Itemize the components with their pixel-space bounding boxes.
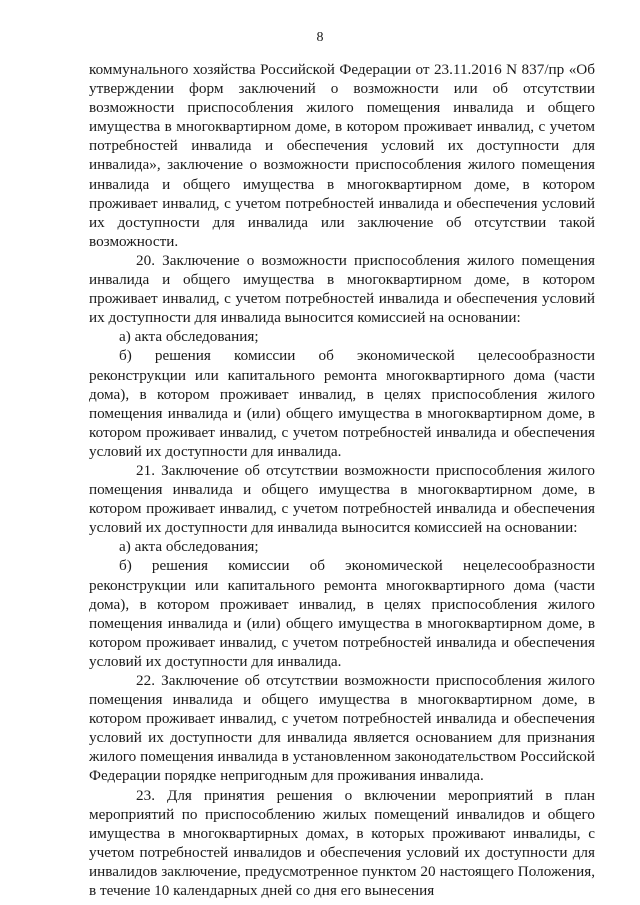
paragraph-20: 20. Заключение о возможности приспособления жилого помещения инвалида и общего имущества в многоквартирном доме, в котором проживает инвалид, с учетом потребностей инвалида и обеспечения условий их доступности для инвалида выносится комиссией на основании: <box>89 251 595 327</box>
paragraph-21: 21. Заключение об отсутствии возможности приспособления жилого помещения инвалида и общего имущества в многоквартирном доме, в котором проживает инвалид, с учетом потребностей инвалида и обеспечения условий их доступности для инвалида выносится комиссией на основании: <box>89 461 595 537</box>
subitem-21-a: а) акта обследования; <box>119 538 259 556</box>
subitem-20-b: б) решения комиссии об экономической целесообразности реконструкции или капитального ремонта многоквартирного дома (части дома), в котором проживает инвалид, в целях приспособления жилого помещения инвалида и (или) общего имущества в многоквартирном доме, в котором проживает инвалид, с учетом потребностей инвалида и обеспечения условий их доступности для инвалида. <box>89 347 595 460</box>
document-body <box>89 60 595 900</box>
paragraph-continuation: коммунального хозяйства Российской Федерации от 23.11.2016 N 837/пр «Об утверждении форм заключений о возможности или об отсутствии возможности приспособления жилого помещения инвалида и общего имущества в многоквартирном доме, в котором проживает инвалид, с учетом потребностей инвалида и обеспечения условий их доступности для инвалида», заключение о возможности приспособления жилого помещения инвалида и общего имущества в многоквартирном доме, в котором проживает инвалид, с учетом потребностей инвалида и обеспечения условий их доступности для инвалида или заключение об отсутствии такой возможности. <box>89 61 595 250</box>
paragraph-23: 23. Для принятия решения о включении мероприятий в план мероприятий по приспособлению жилых помещений инвалидов и общего имущества в многоквартирных домах, в которых проживают инвалиды, с учетом потребностей инвалидов и обеспечения условий их доступности для инвалидов заключение, предусмотренное пунктом 20 настоящего Положения, в течение 10 календарных дней со дня его вынесения <box>89 786 595 900</box>
paragraph-22: 22. Заключение об отсутствии возможности приспособления жилого помещения инвалида и общего имущества в многоквартирном доме, в котором проживает инвалид, с учетом потребностей инвалида и обеспечения условий их доступности для инвалида является основанием для признания жилого помещения инвалида в установленном законодательством Российской Федерации порядке непригодным для проживания инвалида. <box>89 672 595 785</box>
subitem-21-b: б) решения комиссии об экономической нецелесообразности реконструкции или капитального ремонта многоквартирного дома (части дома), в котором проживает инвалид, в целях приспособления жилого помещения инвалида и (или) общего имущества в многоквартирном доме, в котором проживает инвалид, с учетом потребностей инвалида и обеспечения условий их доступности для инвалида. <box>89 557 595 670</box>
subitem-20-a: а) акта обследования; <box>119 328 259 346</box>
page-number: 8 <box>316 30 324 45</box>
